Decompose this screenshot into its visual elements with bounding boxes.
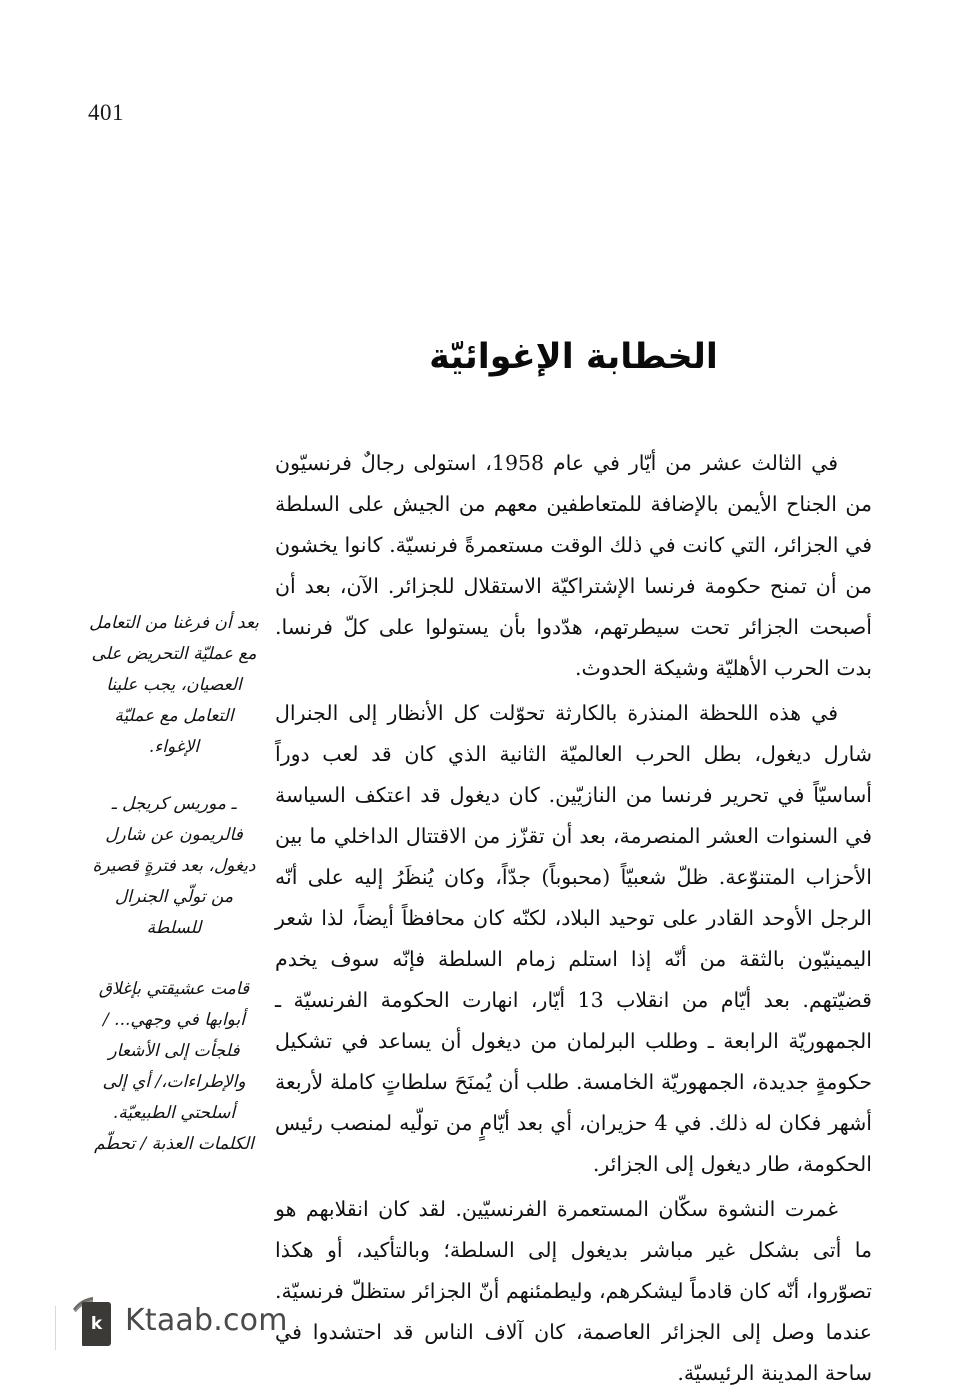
book-logo-icon xyxy=(72,1294,114,1346)
body-paragraph: غمرت النشوة سكّان المستعمرة الفرنسيّين. لقد كان انقلابهم هو ما أتى بشكل غير مباشر بديغول إلى السلطة؛ وبالتأكيد، أو هكذا تصوّروا، أنّه كان قادماً ليشكرهم، وليطمئنهم أنّ الجزائر ستظلّ فرنسيّة. عندما وصل إلى الجزائر العاصمة، كان آلاف الناس قد احتشدوا في ساحة المدينة الرئيسيّة. xyxy=(275,1197,872,1385)
chapter-title: الخطابة الإغوائيّة xyxy=(429,337,718,378)
body-text-column xyxy=(275,443,872,1394)
page-number: 401 xyxy=(88,100,124,125)
margin-notes-column xyxy=(88,608,260,1160)
site-watermark xyxy=(72,1294,288,1346)
body-paragraph: في هذه اللحظة المنذرة بالكارثة تحوّلت كل الأنظار إلى الجنرال شارل ديغول، بطل الحرب العالميّة الثانية الذي كان قد لعب دوراً أساسيّاً في تحرير فرنسا من النازيّين. كان ديغول قد اعتكف السياسة في السنوات العشر المنصرمة، بعد أن تقزّز من الاقتتال الداخلي ما بين الأحزاب المتنوّعة. ظلّ شعبيّاً (محبوباً) جدّاً، وكان يُنظَرُ إليه على أنّه الرجل الأوحد القادر على توحيد البلاد، لكنّه كان محافظاً أيضاً، لذا شعر اليمينيّون بالثقة من أنّه إذا استلم زمام السلطة فإنّه سوف يخدم قضيّتهم. بعد أيّام من انقلاب 13 أيّار، انهارت الحكومة الفرنسيّة ـ الجمهوريّة الرابعة ـ وطلب البرلمان من ديغول أن يساعد في تشكيل حكومةٍ جديدة، الجمهوريّة الخامسة. طلب أن يُمنَحَ سلطاتٍ كاملة لأربعة أشهر فكان له ذلك. في 4 حزيران، أي بعد أيّامٍ من تولّيه لمنصب رئيس الحكومة، طار ديغول إلى الجزائر. xyxy=(275,701,872,1176)
margin-quote-attribution: ـ موريس كريجل ـ فالريمون عن شارل ديغول، بعد فترةٍ قصيرة من تولّي الجنرال للسلطة xyxy=(92,794,256,938)
page-spine-divider xyxy=(55,1306,56,1350)
margin-quote: قامت عشيقتي بإغلاق أبوابها في وجهي... / فلجأت إلى الأشعار والإطراءات،/ أي إلى أسلحتي الطبيعيّة. الكلمات العذبة / تحطّم xyxy=(94,979,254,1154)
margin-quote: بعد أن فرغنا من التعامل مع عمليّة التحريض على العصيان، يجب علينا التعامل مع عمليّة الإغواء. xyxy=(89,613,259,757)
watermark-site-name: Ktaab.com xyxy=(125,1302,288,1338)
body-paragraph: في الثالث عشر من أيّار في عام 1958، استولى رجالٌ فرنسيّون من الجناح الأيمن بالإضافة للمتعاطفين معهم من الجيش على السلطة في الجزائر، التي كانت في ذلك الوقت مستعمرةً فرنسيّة. كانوا يخشون من أن تمنح حكومة فرنسا الإشتراكيّة الاستقلال للجزائر. الآن، بعد أن أصبحت الجزائر تحت سيطرتهم، هدّدوا بأن يستولوا على كلّ فرنسا. بدت الحرب الأهليّة وشيكة الحدوث. xyxy=(275,451,872,680)
logo-letter: k xyxy=(90,1314,103,1334)
